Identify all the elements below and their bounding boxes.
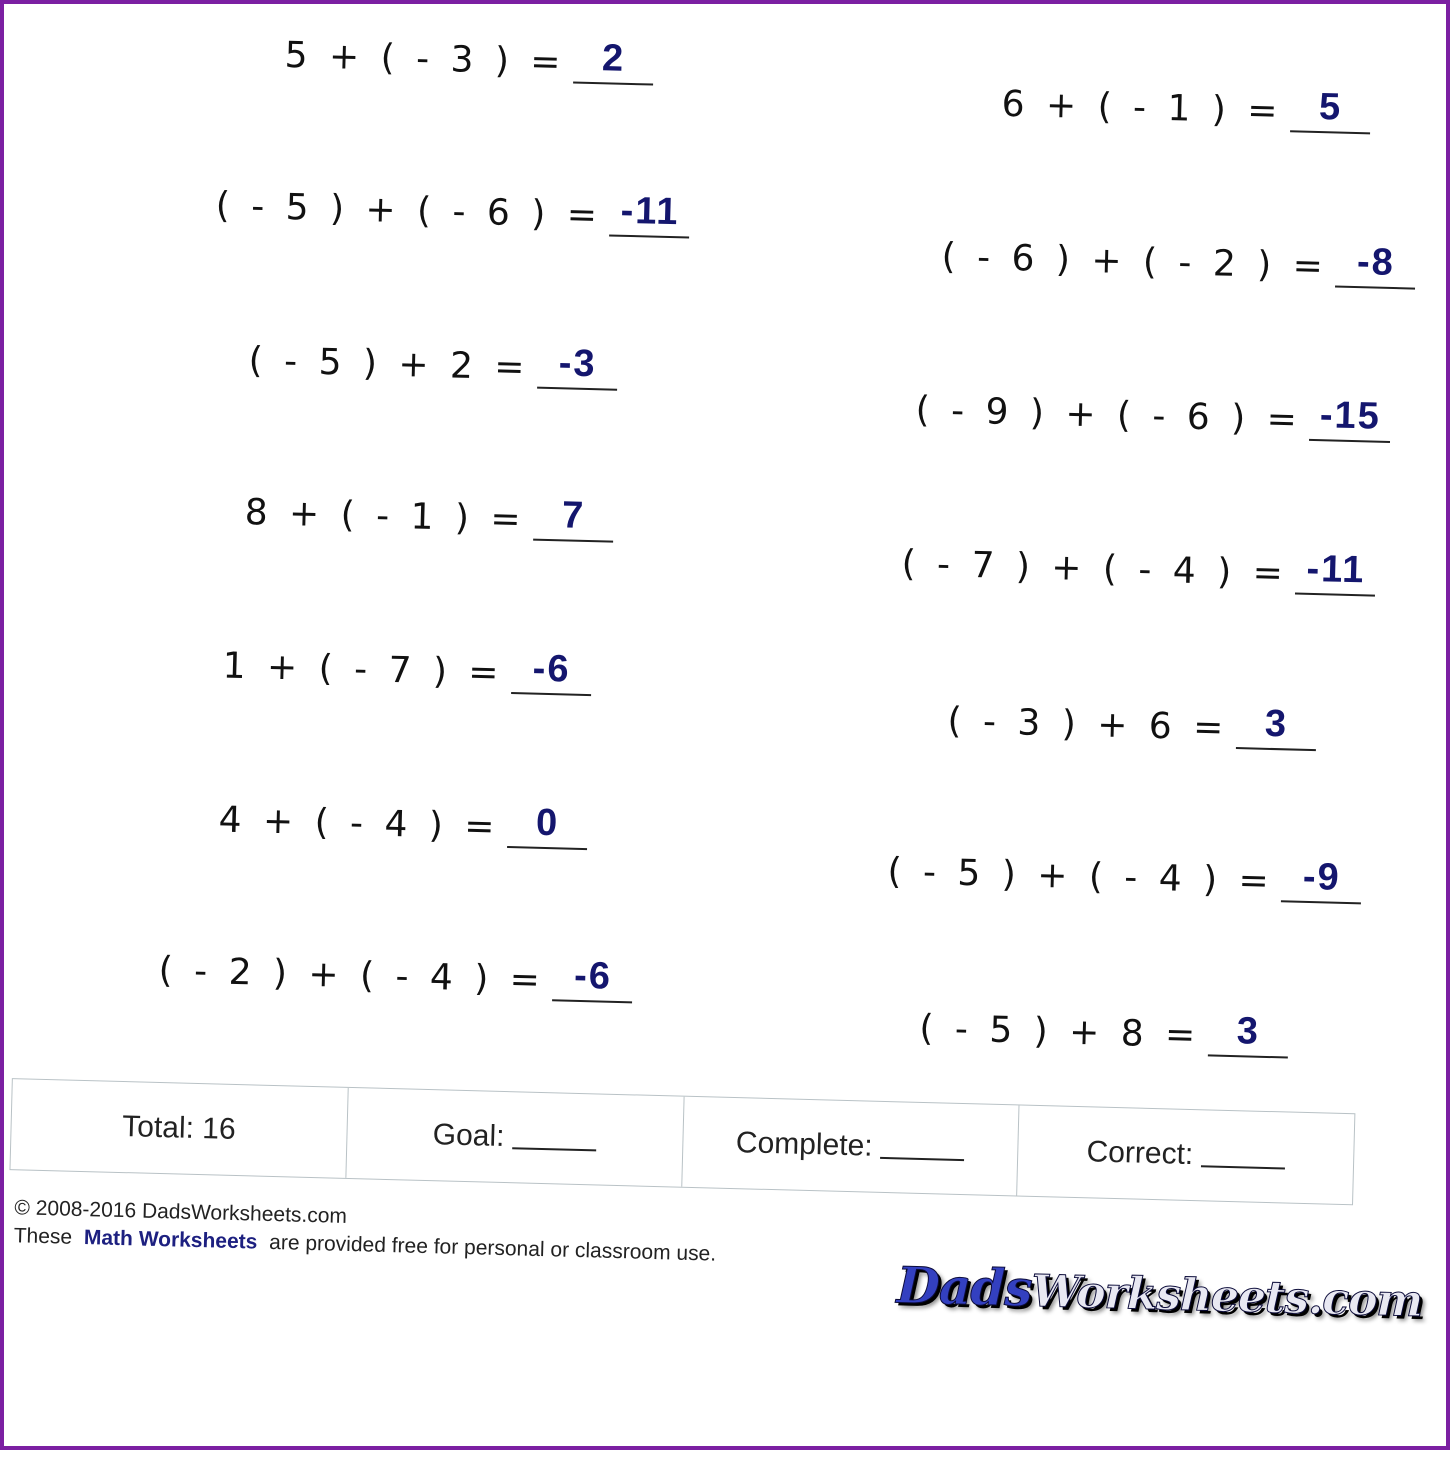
answer-blank <box>1281 855 1362 904</box>
answer-value: -9 <box>1302 855 1342 899</box>
complete-label: Complete: <box>735 1126 874 1163</box>
answer-value: -11 <box>620 189 681 234</box>
answer-blank <box>533 494 614 543</box>
answer-blank <box>1290 85 1371 134</box>
answer-blank <box>609 189 690 238</box>
problem-expression: 1 + ( - 7 ) = <box>222 645 505 694</box>
goal-label: Goal: <box>432 1118 505 1154</box>
problem-expression: 8 + ( - 1 ) = <box>244 492 527 541</box>
problem-expression: ( - 3 ) + 6 = <box>946 700 1229 749</box>
complete-cell <box>682 1097 1020 1196</box>
answer-blank <box>1295 548 1376 597</box>
usage-suffix: are provided free for personal or classroom use. <box>268 1230 717 1266</box>
problem-10 <box>947 694 1317 751</box>
problem-expression: ( - 5 ) + 2 = <box>248 340 531 389</box>
problem-expression: ( - 9 ) + ( - 6 ) = <box>915 389 1303 441</box>
answer-value: -6 <box>532 647 572 691</box>
problem-14 <box>919 1002 1289 1059</box>
correct-cell <box>1017 1106 1354 1205</box>
answer-blank <box>1309 394 1391 443</box>
problem-13 <box>158 944 633 1003</box>
footer <box>13 1194 717 1268</box>
problem-expression: ( - 6 ) + ( - 2 ) = <box>941 236 1329 288</box>
problem-7 <box>244 486 614 543</box>
answer-blank <box>537 342 618 391</box>
score-table <box>9 1078 1355 1205</box>
problem-expression: ( - 2 ) + ( - 4 ) = <box>158 949 546 1002</box>
total-label: Total: 16 <box>121 1110 237 1146</box>
problem-expression: 6 + ( - 1 ) = <box>1001 83 1284 133</box>
answer-value: 0 <box>535 801 560 845</box>
problem-2 <box>1001 78 1371 135</box>
goal-blank <box>512 1125 597 1151</box>
problem-expression: ( - 7 ) + ( - 4 ) = <box>901 543 1289 595</box>
answer-blank <box>1335 241 1416 290</box>
problem-9 <box>222 640 592 697</box>
answer-value: 7 <box>561 494 586 537</box>
correct-label: Correct: <box>1086 1135 1194 1172</box>
usage-prefix: These <box>13 1224 73 1249</box>
total-cell <box>10 1079 348 1178</box>
correct-blank <box>1201 1143 1286 1169</box>
problem-11 <box>218 793 588 850</box>
problem-expression: ( - 5 ) + ( - 4 ) = <box>887 850 1275 903</box>
answer-value: 2 <box>601 37 626 80</box>
math-worksheets-link[interactable]: Math Worksheets <box>83 1226 258 1254</box>
dadsworksheets-logo <box>896 1255 1423 1328</box>
problem-1 <box>284 29 654 86</box>
logo-part-dads: Dads <box>895 1255 1033 1318</box>
answer-value: -11 <box>1305 547 1366 592</box>
answer-blank <box>507 801 588 850</box>
answer-value: -3 <box>558 342 598 386</box>
problem-3 <box>215 179 690 238</box>
goal-cell <box>346 1088 684 1187</box>
copyright-text: © 2008-2016 DadsWorksheets.com <box>14 1196 348 1228</box>
problem-12 <box>887 845 1362 904</box>
complete-blank <box>880 1135 965 1161</box>
problem-expression: ( - 5 ) + ( - 6 ) = <box>215 185 603 237</box>
answer-value: -6 <box>573 954 613 998</box>
problem-8 <box>901 537 1376 596</box>
answer-value: 3 <box>1264 702 1289 746</box>
answer-value: 5 <box>1318 86 1343 129</box>
problem-6 <box>915 384 1391 443</box>
answer-blank <box>573 36 654 85</box>
answer-blank <box>1208 1009 1289 1058</box>
problem-4 <box>941 230 1416 289</box>
answer-value: -15 <box>1319 394 1382 438</box>
problem-expression: ( - 5 ) + 8 = <box>918 1007 1201 1057</box>
answer-blank <box>1236 702 1317 751</box>
answer-blank <box>511 647 592 696</box>
answer-value: 3 <box>1236 1010 1261 1053</box>
answer-blank <box>552 954 633 1003</box>
logo-part-worksheets: Worksheets.com <box>1030 1265 1423 1328</box>
problem-expression: 4 + ( - 4 ) = <box>218 799 501 848</box>
problem-expression: 5 + ( - 3 ) = <box>284 34 567 84</box>
answer-value: -8 <box>1356 241 1396 285</box>
problem-5 <box>248 334 618 391</box>
